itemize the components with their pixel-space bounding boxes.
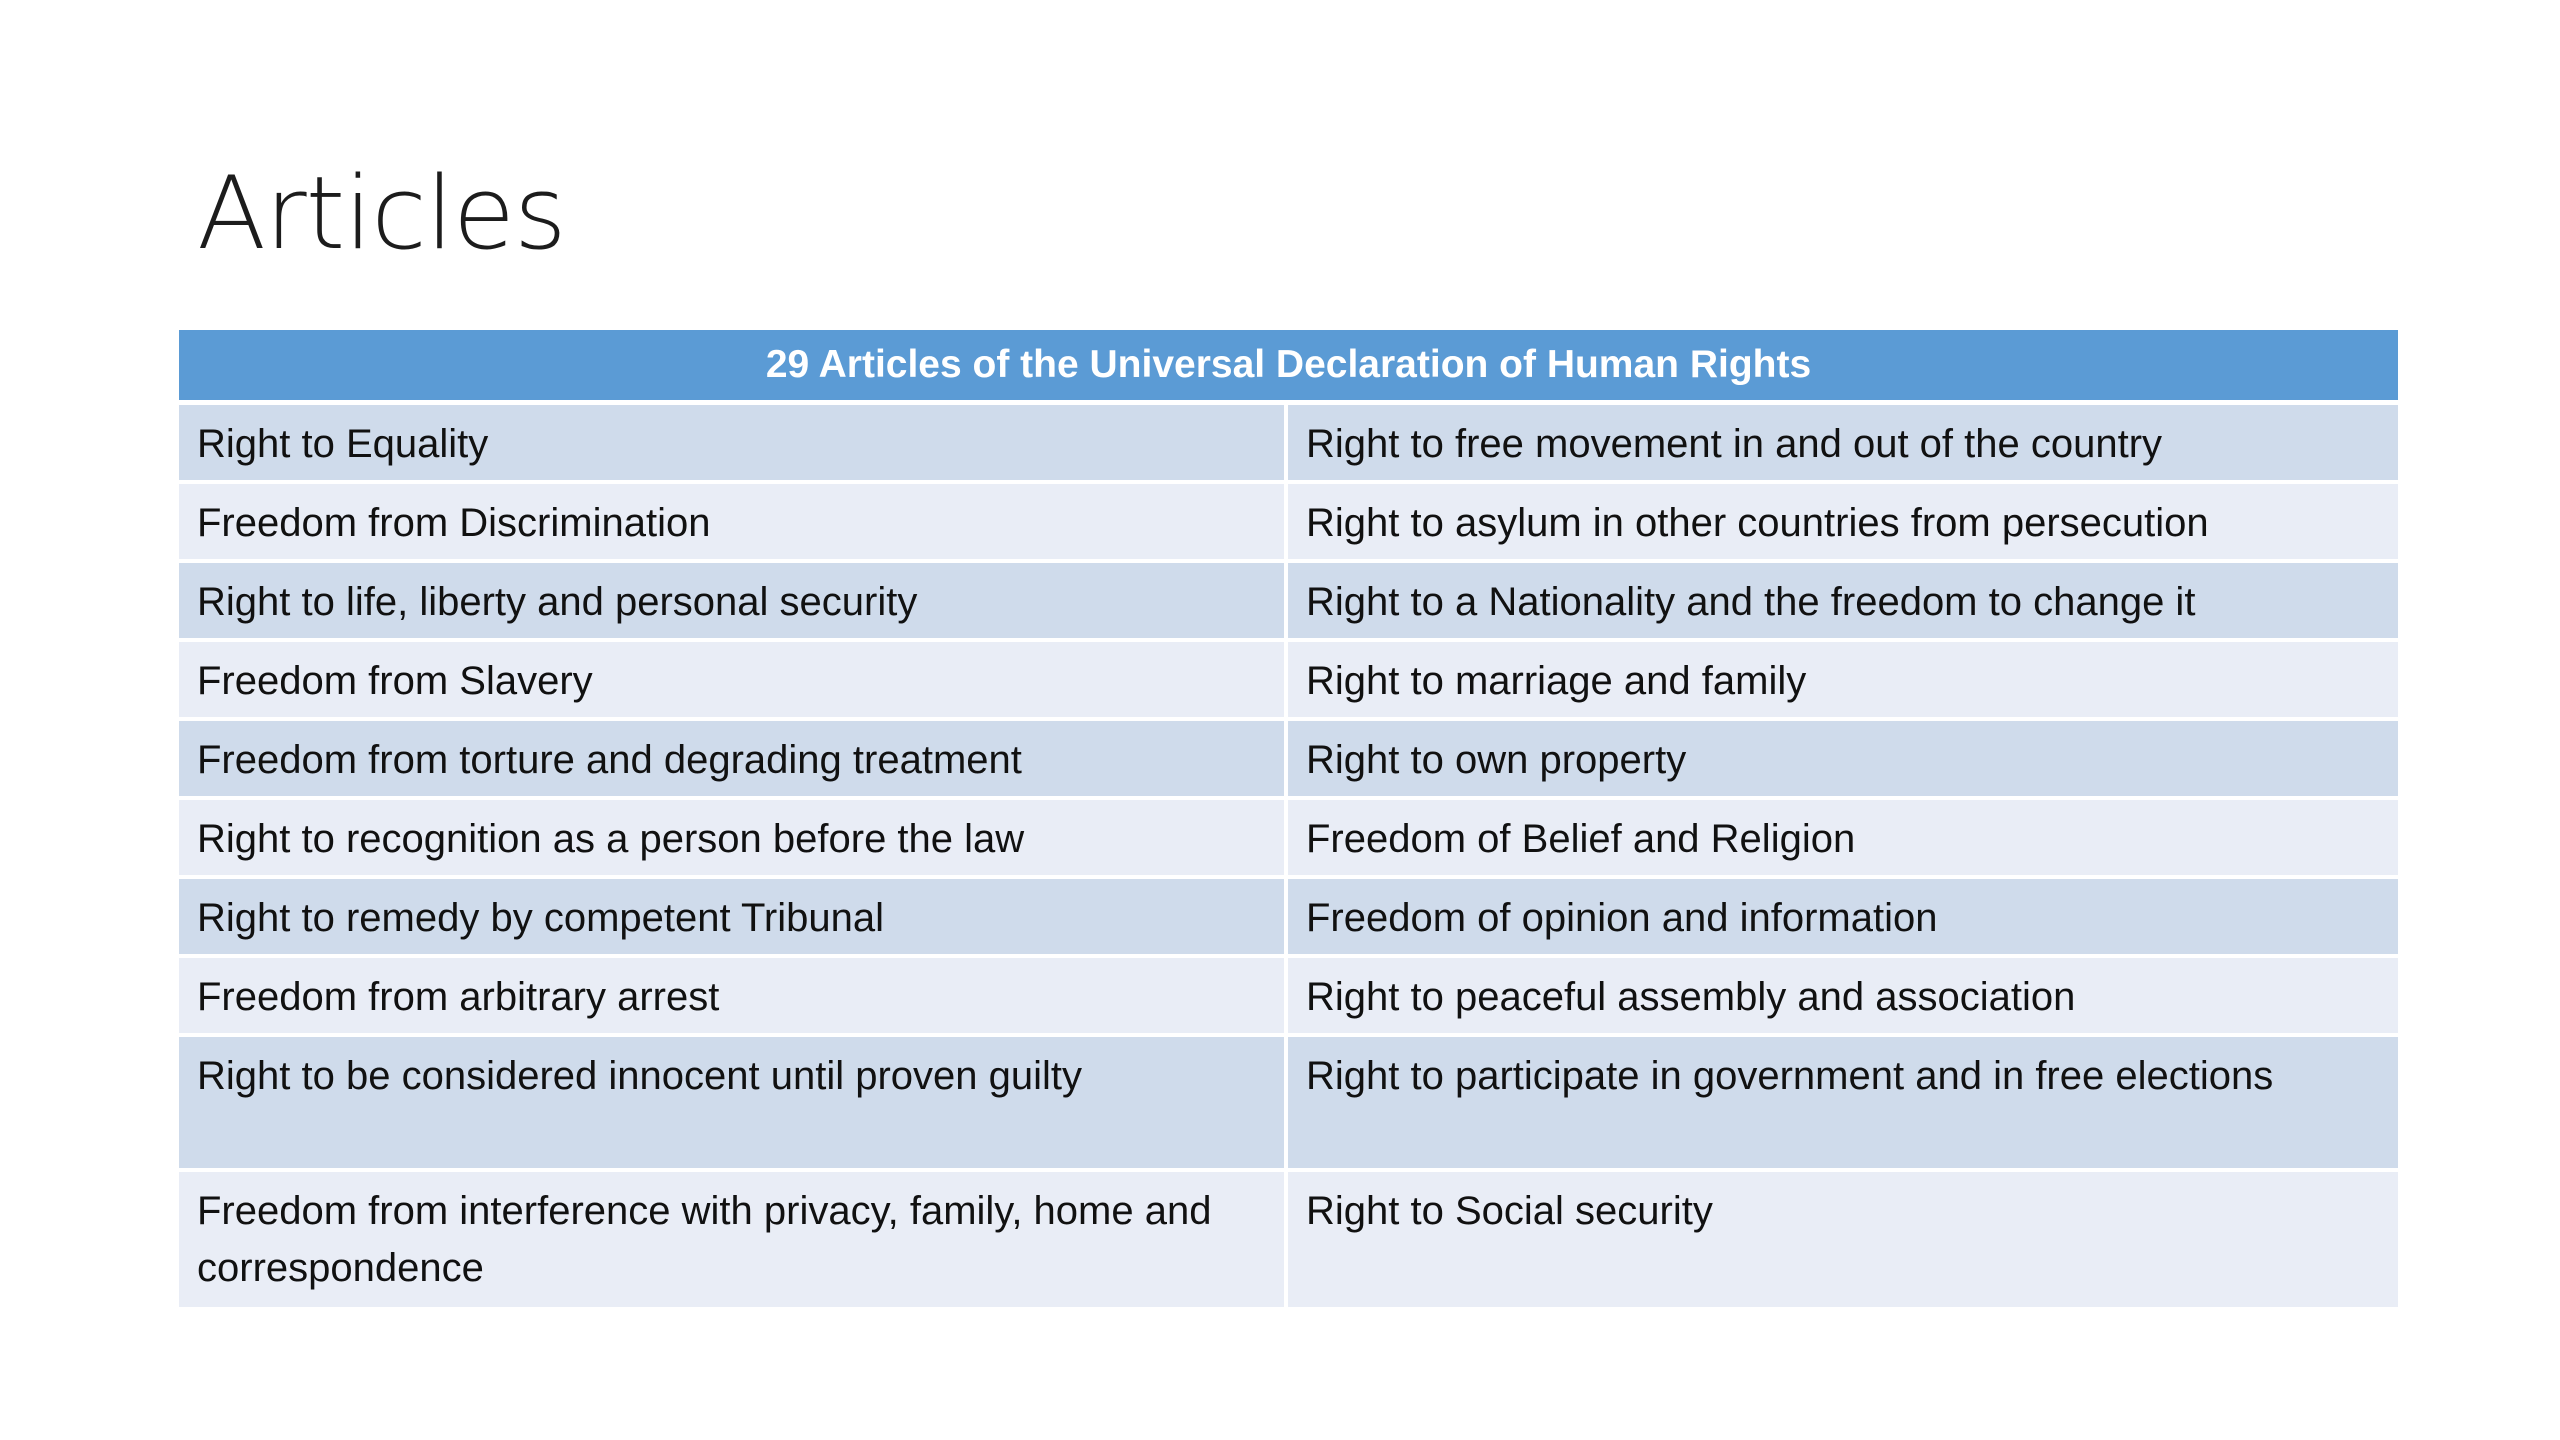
table-row — [179, 958, 2398, 1037]
article-cell: Right to life, liberty and personal security — [179, 563, 1288, 642]
table-row — [179, 721, 2398, 800]
slide-title: Articles — [197, 154, 566, 272]
table-row — [179, 879, 2398, 958]
table-row — [179, 1172, 2398, 1307]
article-cell: Right to participate in government and in free elections — [1288, 1037, 2398, 1172]
article-cell: Right to free movement in and out of the country — [1288, 405, 2398, 484]
article-cell: Freedom from torture and degrading treatment — [179, 721, 1288, 800]
article-cell: Right to recognition as a person before the law — [179, 800, 1288, 879]
article-cell: Right to asylum in other countries from persecution — [1288, 484, 2398, 563]
article-cell: Freedom from interference with privacy, family, home and correspondence — [179, 1172, 1288, 1307]
article-cell: Freedom of Belief and Religion — [1288, 800, 2398, 879]
article-cell: Right to remedy by competent Tribunal — [179, 879, 1288, 958]
table-row — [179, 484, 2398, 563]
article-cell: Right to be considered innocent until proven guilty — [179, 1037, 1288, 1172]
article-cell: Freedom from arbitrary arrest — [179, 958, 1288, 1037]
article-cell: Right to Social security — [1288, 1172, 2398, 1307]
article-cell: Freedom from Discrimination — [179, 484, 1288, 563]
article-cell: Freedom of opinion and information — [1288, 879, 2398, 958]
table-header: 29 Articles of the Universal Declaration of Human Rights — [179, 330, 2398, 405]
table-row — [179, 563, 2398, 642]
article-cell: Right to peaceful assembly and association — [1288, 958, 2398, 1037]
table-row — [179, 405, 2398, 484]
articles-table — [179, 330, 2398, 1307]
table-row — [179, 642, 2398, 721]
article-cell: Right to a Nationality and the freedom to change it — [1288, 563, 2398, 642]
article-cell: Right to marriage and family — [1288, 642, 2398, 721]
table-header-row — [179, 330, 2398, 405]
table-row — [179, 800, 2398, 879]
article-cell: Right to own property — [1288, 721, 2398, 800]
table-row — [179, 1037, 2398, 1172]
article-cell: Freedom from Slavery — [179, 642, 1288, 721]
article-cell: Right to Equality — [179, 405, 1288, 484]
